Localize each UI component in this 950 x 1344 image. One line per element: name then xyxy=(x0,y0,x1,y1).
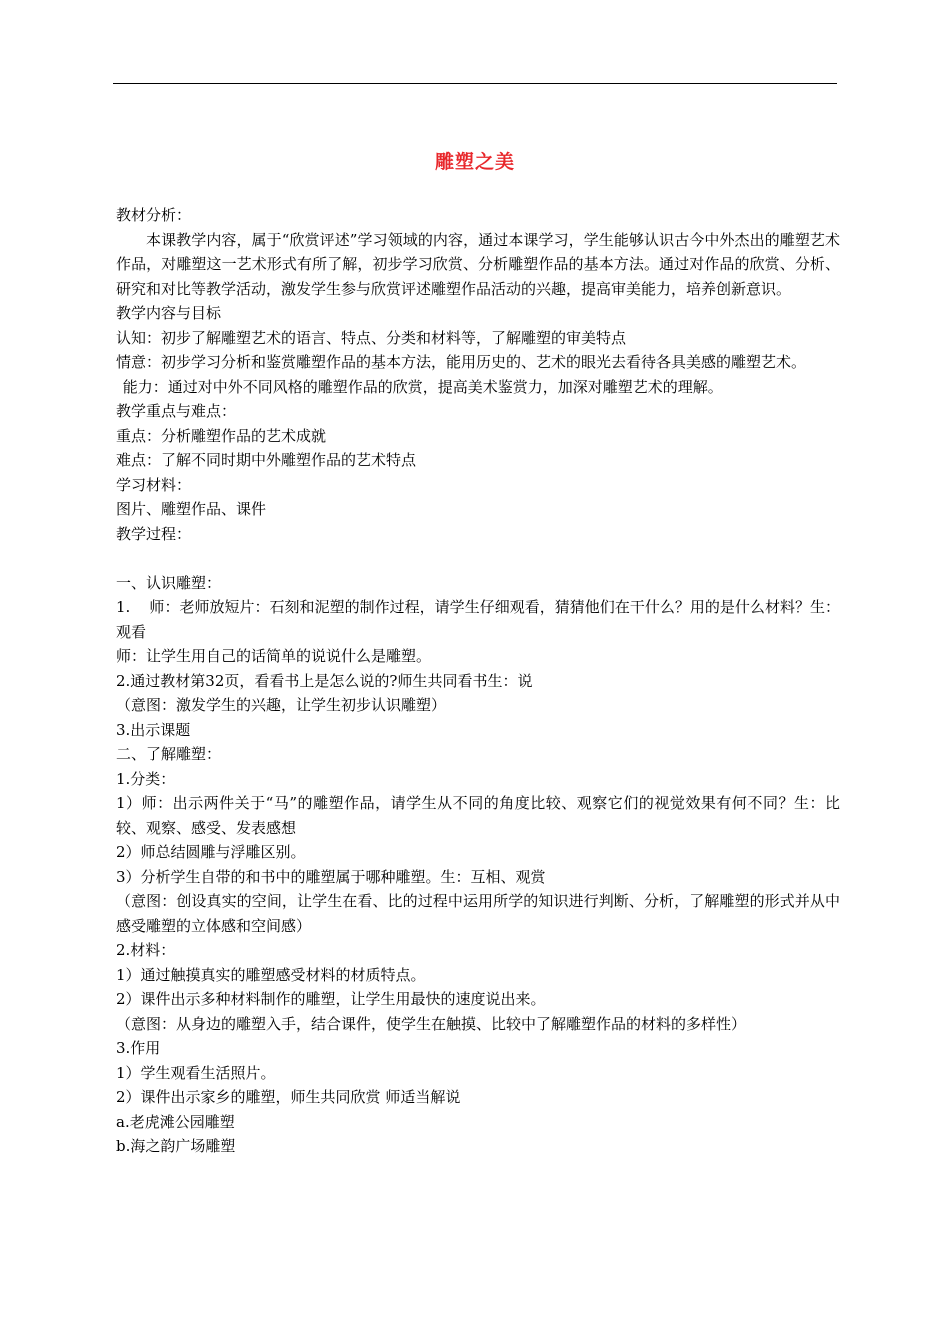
step-1-3: 3.出示课题 xyxy=(116,720,191,739)
goal-cognition: 认知：初步了解雕塑艺术的语言、特点、分类和材料等，了解雕塑的审美特点 xyxy=(116,328,627,347)
step-2-3-item-b: b.海之韵广场雕塑 xyxy=(116,1137,236,1155)
goal-emotion: 情意：初步学习分析和鉴赏雕塑作品的基本方法，能用历史的、艺术的眼光去看待各具美感的雕塑艺术。 xyxy=(116,353,807,371)
document-body xyxy=(116,203,840,1159)
step-2-2-b: 2）课件出示多种材料制作的雕塑，让学生用最快的速度说出来。 xyxy=(116,990,546,1008)
step-2-3-heading: 3.作用 xyxy=(116,1039,161,1057)
step-2-3-b: 2）课件出示家乡的雕塑，师生共同欣赏 师适当解说 xyxy=(116,1088,461,1106)
heading-textbook-analysis: 教材分析： xyxy=(116,206,192,224)
step-1-1-teacher: 师：让学生用自己的话简单的说说什么是雕塑。 xyxy=(116,647,432,665)
step-2-2-a: 1）通过触摸真实的雕塑感受材料的材质特点。 xyxy=(116,965,426,984)
heading-content-goals: 教学内容与目标 xyxy=(116,304,222,322)
step-1-1: 1. 师：老师放短片：石刻和泥塑的制作过程，请学生仔细观看，猜猜他们在干什么？用的是什么材料？生：观看 xyxy=(116,598,840,641)
heading-materials: 学习材料： xyxy=(116,475,192,494)
step-2-3-item-a: a.老虎滩公园雕塑 xyxy=(116,1112,235,1131)
materials-list: 图片、雕塑作品、课件 xyxy=(116,500,267,518)
blank-line xyxy=(116,546,840,571)
goal-ability: 能力：通过对中外不同风格的雕塑作品的欣赏，提高美术鉴赏力，加深对雕塑艺术的理解。 xyxy=(122,377,723,396)
step-2-3-a: 1）学生观看生活照片。 xyxy=(116,1063,276,1082)
section-1-heading: 一、认识雕塑： xyxy=(116,573,222,592)
heading-process: 教学过程： xyxy=(116,524,192,543)
step-2-2-heading: 2.材料： xyxy=(116,941,176,959)
difficult-point: 难点：了解不同时期中外雕塑作品的艺术特点 xyxy=(116,451,417,469)
paragraph-analysis: 本课教学内容，属于“欣赏评述”学习领域的内容，通过本课学习，学生能够认识古今中外杰出的雕塑艺术作品，对雕塑这一艺术形式有所了解，初步学习欣赏、分析雕塑作品的基本方法。通过对作品的欣赏、分析、研究和对比等教学活动，激发学生参与欣赏评述雕塑作品活动的兴趣，提高审美能力，培养创新意识。 xyxy=(116,230,840,298)
key-point: 重点：分析雕塑作品的艺术成就 xyxy=(116,426,327,445)
step-2-1-intent: （意图：创设真实的空间，让学生在看、比的过程中运用所学的知识进行判断、分析，了解雕塑的形式并从中感受雕塑的立体感和空间感） xyxy=(116,892,840,935)
step-2-1-b: 2）师总结圆雕与浮雕区别。 xyxy=(116,843,306,861)
step-2-1-a: 1）师：出示两件关于“马”的雕塑作品，请学生从不同的角度比较、观察它们的视觉效果有何不同？生：比较、观察、感受、发表感想 xyxy=(116,794,840,837)
step-1-2: 2.通过教材第32页，看看书上是怎么说的?师生共同看书生：说 xyxy=(116,671,533,690)
heading-key-points: 教学重点与难点： xyxy=(116,402,237,420)
header-rule xyxy=(113,83,837,84)
document-title: 雕塑之美 xyxy=(434,151,515,173)
step-2-2-intent: （意图：从身边的雕塑入手，结合课件，使学生在触摸、比较中了解雕塑作品的材料的多样性） xyxy=(116,1014,747,1033)
step-1-2-intent: （意图：激发学生的兴趣，让学生初步认识雕塑） xyxy=(116,696,447,714)
step-2-1-heading: 1.分类： xyxy=(116,769,176,788)
step-2-1-c: 3）分析学生自带的和书中的雕塑属于哪种雕塑。生：互相、观赏 xyxy=(116,867,546,886)
section-2-heading: 二、了解雕塑： xyxy=(116,745,222,763)
